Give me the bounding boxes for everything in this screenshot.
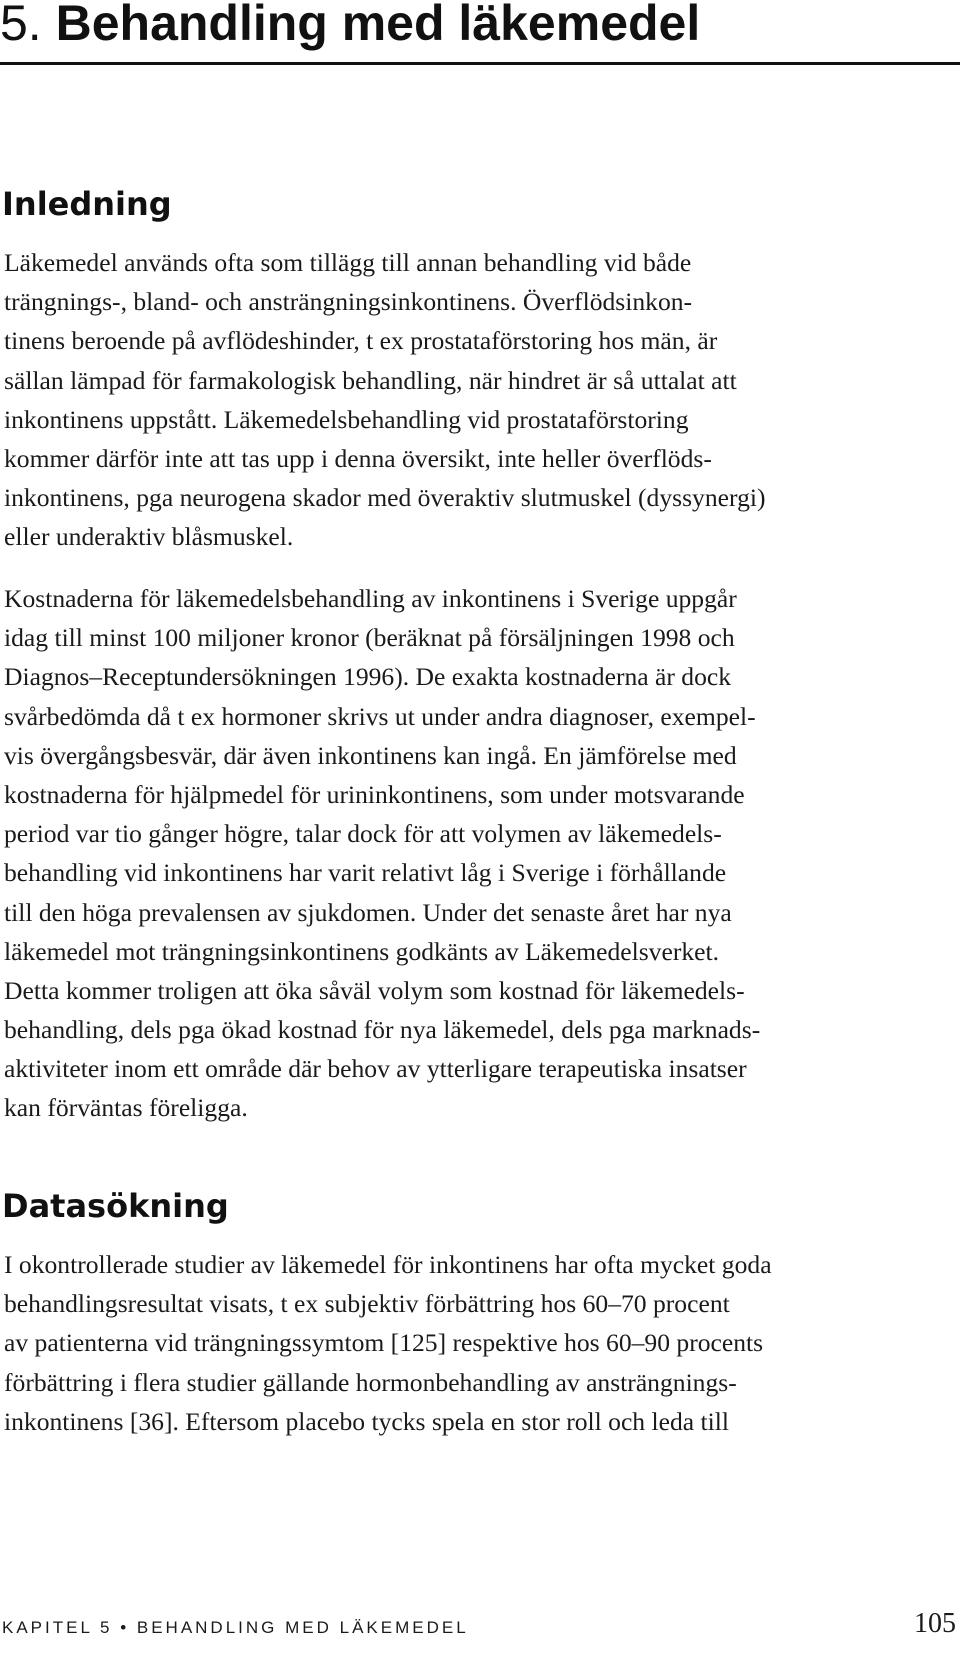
chapter-number: 5. [0,0,42,51]
text-line: inkontinens, pga neurogena skador med överaktiv slutmuskel (dyssynergi) [4,483,766,513]
paragraph [4,1245,960,1441]
text-line: inkontinens uppstått. Läkemedelsbehandling vid prostataförstoring [4,404,689,434]
text-line: kostnaderna för hjälpmedel för urininkontinens, som under motsvarande [4,779,745,809]
text-line: av patienterna vid trängningssymtom [125] respektive hos 60–90 procents [4,1328,764,1358]
running-footer-label: KAPITEL 5 • BEHANDLING MED LÄKEMEDEL [2,1618,469,1637]
text-line: behandlingsresultat visats, t ex subjektiv förbättring hos 60–70 procent [4,1289,730,1319]
text-line: vis övergångsbesvär, där även inkontinens kan ingå. En jämförelse med [4,740,737,770]
page-number: 105 [914,1608,956,1639]
text-line: period var tio gånger högre, talar dock för att volymen av läkemedels- [4,819,722,849]
text-line: till den höga prevalensen av sjukdomen. Under det senaste året har nya [4,897,732,927]
text-line: aktiviteter inom ett område där behov av ytterligare terapeutiska insatser [4,1054,747,1084]
section-heading-inledning: Inledning [2,185,172,223]
text-line: sällan lämpad för farmakologisk behandling, när hindret är så uttalat att [4,365,737,395]
text-line: idag till minst 100 miljoner kronor (beräknat på försäljningen 1998 och [4,623,735,653]
text-line: svårbedömda då t ex hormoner skrivs ut under andra diagnoser, exempel- [4,701,756,731]
paragraph [4,243,960,557]
text-line: Kostnaderna för läkemedelsbehandling av inkontinens i Sverige uppgår [4,584,737,613]
text-line: tinens beroende på avflödeshinder, t ex prostataförstoring hos män, är [4,326,718,356]
page-footer [0,1606,960,1646]
section-heading-datasokning: Datasökning [2,1187,229,1225]
text-line: inkontinens [36]. Eftersom placebo tycks spela en stor roll och leda till [4,1406,729,1436]
text-line: behandling vid inkontinens har varit relativt låg i Sverige i förhållande [4,858,727,888]
text-line: kommer därför inte att tas upp i denna översikt, inte heller överflöds- [4,443,712,473]
text-line: läkemedel mot trängningsinkontinens godkänts av Läkemedelsverket. [4,936,720,966]
text-line: Diagnos–Receptundersökningen 1996). De exakta kostnaderna är dock [4,662,732,692]
text-line: kan förväntas föreligga. [4,1093,248,1123]
text-line: Läkemedel används ofta som tillägg till annan behandling vid både [4,248,692,277]
text-line: Detta kommer troligen att öka såväl volym som kostnad för läkemedels- [4,975,745,1005]
text-line: trängnings-, bland- och ansträngningsinkontinens. Överflödsinkon- [4,287,693,317]
title-divider [0,62,960,65]
text-line: behandling, dels pga ökad kostnad för nya läkemedel, dels pga marknads- [4,1015,761,1045]
text-line: I okontrollerade studier av läkemedel för inkontinens har ofta mycket goda [4,1250,772,1279]
text-line: förbättring i flera studier gällande hormonbehandling av ansträngnings- [4,1367,737,1397]
text-line: eller underaktiv blåsmuskel. [4,522,294,552]
chapter-title [0,0,700,52]
chapter-title-text: Behandling med läkemedel [55,0,701,51]
paragraph [4,579,960,1128]
